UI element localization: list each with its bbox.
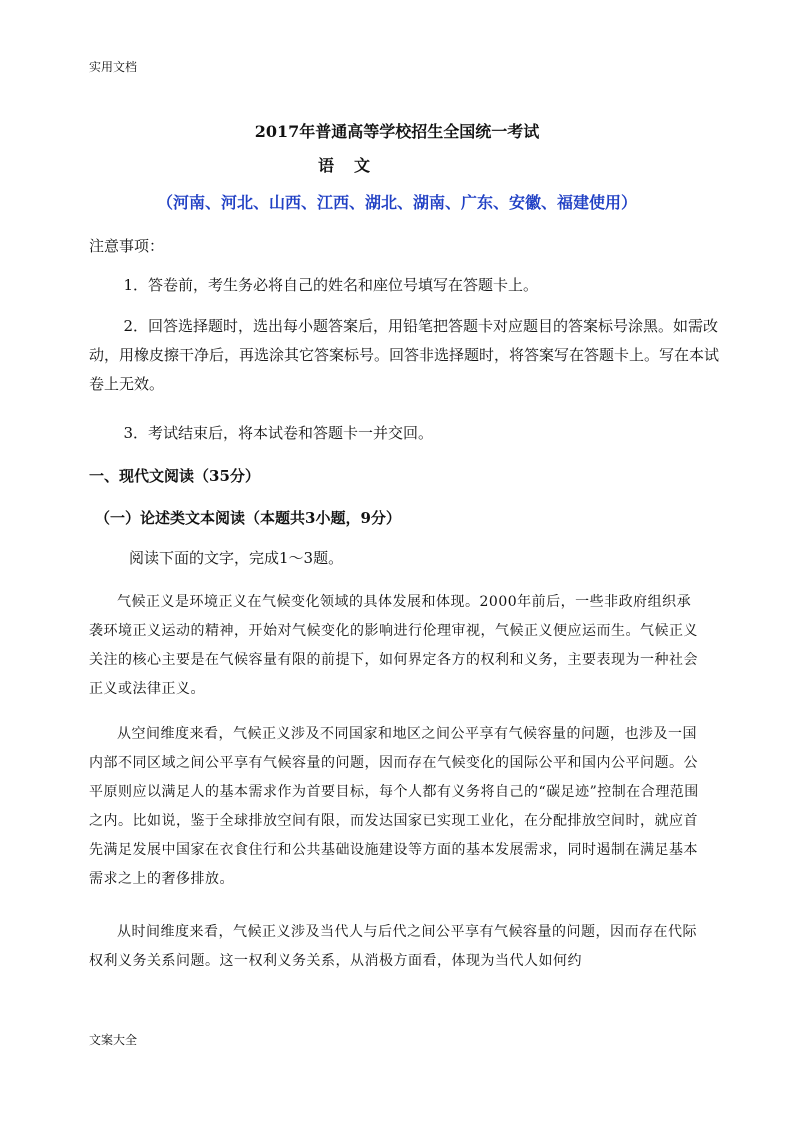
passage-paragraph-2: 从空间维度来看，气候正义涉及不同国家和地区之间公平享有气候容量的问题，也涉及一国内部不同区域之间公平享有气候容量的问题，因而存在气候变化的国际公平和国内公平问题。公平原则应以满足人的基本需求作为首要目标，每个人都有义务将自己的“碳足迹”控制在合理范围之内。比如说，鉴于全球排放空间有限，而发达国家已实现工业化，在分配排放空间时，就应首先满足发展中国家在衣食住行和公共基础设施建设等方面的基本发展需求，同时遏制在满足基本需求之上的奢侈排放。 [89, 726, 699, 887]
notice-heading: 注意事项： [89, 237, 165, 255]
exam-usage-regions: （河南、河北、山西、江西、湖北、湖南、广东、安徽、福建使用） [156, 193, 637, 212]
notice-item-3: 3．考试结束后，将本试卷和答题卡一并交回。 [123, 424, 434, 442]
section-title: 一、现代文阅读（35分） [89, 467, 260, 485]
page-header: 实用文档 [89, 60, 138, 74]
passage-paragraph-3: 从时间维度来看，气候正义涉及当代人与后代之间公平享有气候容量的问题，因而存在代际权利义务关系问题。这一权利义务关系，从消极方面看，体现为当代人如何约 [89, 924, 697, 969]
notice-item-1: 1．答卷前，考生务必将自己的姓名和座位号填写在答题卡上。 [123, 276, 539, 294]
notice-item-2: 2．回答选择题时，选出每小题答案后，用铅笔把答题卡对应题目的答案标号涂黑。如需改动，用橡皮擦干净后，再选涂其它答案标号。回答非选择题时，将答案写在答题卡上。写在本试卷上无效。 [89, 317, 720, 393]
exam-title: 2017年普通高等学校招生全国统一考试 [254, 122, 540, 141]
passage-paragraph-1: 气候正义是环境正义在气候变化领域的具体发展和体现。2000年前后，一些非政府组织承袭环境正义运动的精神，开始对气候变化的影响进行伦理审视，气候正义便应运而生。气候正义关注的核心主要是在气候容量有限的前提下，如何界定各方的权利和义务，主要表现为一种社会正义或法律正义。 [89, 594, 698, 697]
section-subtitle: （一）论述类文本阅读（本题共3小题，9分） [95, 509, 401, 527]
page-footer: 文案大全 [89, 1033, 138, 1047]
reading-instruction: 阅读下面的文字，完成1～3题。 [129, 549, 344, 567]
exam-subject: 语文 [318, 156, 391, 175]
